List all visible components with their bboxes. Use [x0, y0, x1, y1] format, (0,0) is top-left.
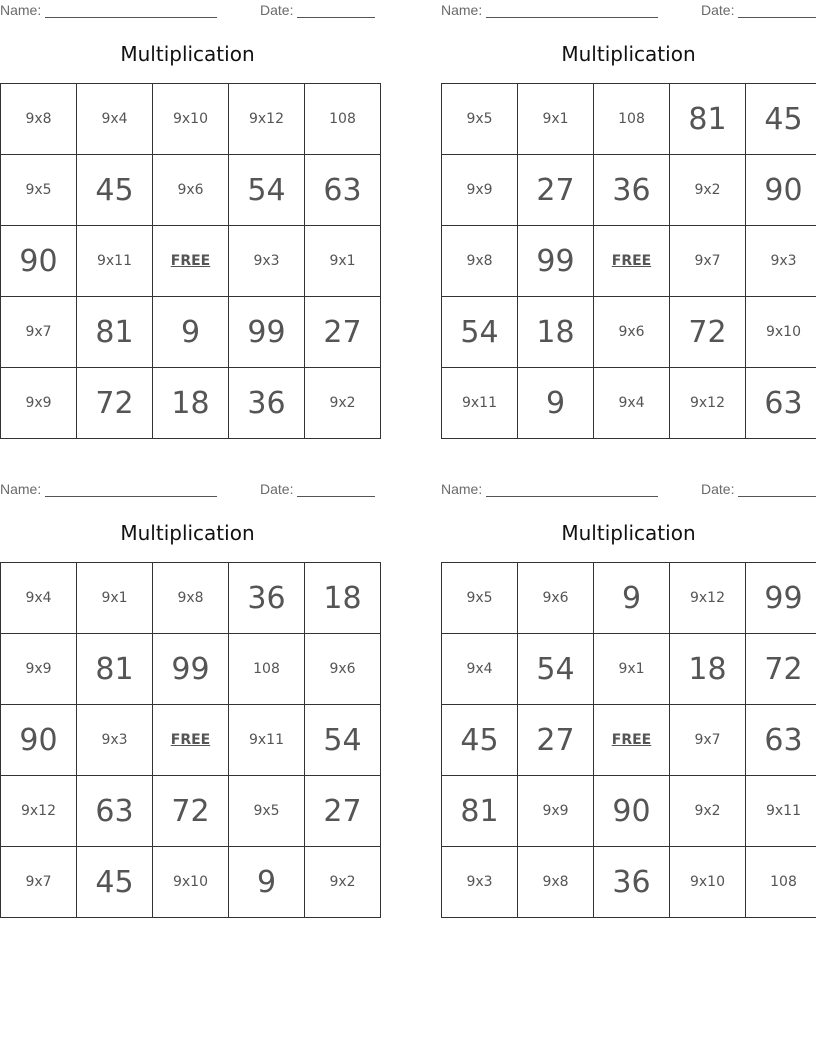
- answer-cell[interactable]: 27: [518, 155, 594, 226]
- problem-cell[interactable]: 9x9: [442, 155, 518, 226]
- answer-cell[interactable]: 36: [229, 368, 305, 439]
- problem-cell[interactable]: 9x2: [670, 155, 746, 226]
- name-field-line[interactable]: [45, 17, 217, 18]
- problem-cell[interactable]: 9x2: [305, 368, 381, 439]
- answer-cell[interactable]: 81: [670, 84, 746, 155]
- answer-cell[interactable]: 63: [746, 368, 816, 439]
- grid-row: [1, 84, 381, 155]
- answer-cell[interactable]: 99: [229, 297, 305, 368]
- answer-cell[interactable]: 54: [442, 297, 518, 368]
- answer-cell[interactable]: 99: [153, 634, 229, 705]
- problem-cell[interactable]: 9x12: [229, 84, 305, 155]
- date-label: Date:: [260, 2, 294, 18]
- answer-cell[interactable]: 54: [305, 705, 381, 776]
- grid-row: [442, 776, 816, 847]
- card-title: Multiplication: [120, 42, 255, 66]
- problem-cell[interactable]: 9x4: [77, 84, 153, 155]
- problem-cell[interactable]: 9x5: [1, 155, 77, 226]
- answer-cell[interactable]: 72: [77, 368, 153, 439]
- name-label: Name:: [441, 481, 483, 497]
- grid-row: [1, 705, 381, 776]
- problem-cell[interactable]: 9x11: [746, 776, 816, 847]
- answer-cell[interactable]: 99: [746, 563, 816, 634]
- answer-cell[interactable]: 108: [305, 84, 381, 155]
- answer-cell[interactable]: 9: [518, 368, 594, 439]
- problem-cell[interactable]: 9x9: [518, 776, 594, 847]
- answer-cell[interactable]: 108: [229, 634, 305, 705]
- answer-cell[interactable]: 45: [746, 84, 816, 155]
- grid-row: [1, 297, 381, 368]
- answer-cell[interactable]: 36: [229, 563, 305, 634]
- name-field-line[interactable]: [486, 496, 658, 497]
- answer-cell[interactable]: 108: [746, 847, 816, 918]
- answer-cell[interactable]: 36: [594, 847, 670, 918]
- problem-cell[interactable]: 9x12: [670, 368, 746, 439]
- answer-cell[interactable]: 9: [153, 297, 229, 368]
- grid-row: [442, 368, 816, 439]
- problem-cell[interactable]: 9x10: [670, 847, 746, 918]
- date-field-line[interactable]: [297, 17, 375, 18]
- problem-cell[interactable]: 9x2: [670, 776, 746, 847]
- problem-cell[interactable]: 9x10: [153, 84, 229, 155]
- bingo-grid: [0, 83, 381, 439]
- problem-cell[interactable]: 9x8: [518, 847, 594, 918]
- card-title: Multiplication: [120, 521, 255, 545]
- answer-cell[interactable]: 27: [305, 776, 381, 847]
- answer-cell[interactable]: 45: [442, 705, 518, 776]
- name-field-line[interactable]: [45, 496, 217, 497]
- grid-row: [1, 847, 381, 918]
- grid-row: [1, 563, 381, 634]
- card-header: [0, 481, 375, 497]
- problem-cell[interactable]: 9x8: [442, 226, 518, 297]
- problem-cell[interactable]: 9x6: [594, 297, 670, 368]
- answer-cell[interactable]: 18: [670, 634, 746, 705]
- answer-cell[interactable]: 90: [1, 705, 77, 776]
- grid-row: [442, 705, 816, 776]
- problem-cell[interactable]: 9x11: [77, 226, 153, 297]
- grid-row: [1, 368, 381, 439]
- answer-cell[interactable]: 108: [594, 84, 670, 155]
- problem-cell[interactable]: 9x4: [1, 563, 77, 634]
- card-header: [441, 481, 816, 497]
- date-label: Date:: [701, 481, 735, 497]
- problem-cell[interactable]: 9x5: [229, 776, 305, 847]
- bingo-grid: [441, 562, 816, 918]
- answer-cell[interactable]: 63: [746, 705, 816, 776]
- answer-cell[interactable]: 9: [229, 847, 305, 918]
- answer-cell[interactable]: 36: [594, 155, 670, 226]
- answer-cell[interactable]: 90: [746, 155, 816, 226]
- date-label: Date:: [260, 481, 294, 497]
- card-header: [441, 2, 816, 18]
- grid-row: [442, 297, 816, 368]
- bingo-grid: [0, 562, 381, 918]
- answer-cell[interactable]: 18: [305, 563, 381, 634]
- problem-cell[interactable]: 9x3: [746, 226, 816, 297]
- problem-cell[interactable]: 9x12: [1, 776, 77, 847]
- problem-cell[interactable]: 9x1: [77, 563, 153, 634]
- answer-cell[interactable]: 99: [518, 226, 594, 297]
- problem-cell[interactable]: 9x3: [77, 705, 153, 776]
- problem-cell[interactable]: 9x5: [442, 563, 518, 634]
- problem-cell[interactable]: 9x1: [305, 226, 381, 297]
- free-space-cell[interactable]: FREE: [594, 705, 670, 776]
- grid-row: [1, 634, 381, 705]
- free-space-cell[interactable]: FREE: [153, 226, 229, 297]
- problem-cell[interactable]: 9x7: [670, 705, 746, 776]
- free-space-cell[interactable]: FREE: [594, 226, 670, 297]
- answer-cell[interactable]: 81: [77, 634, 153, 705]
- problem-cell[interactable]: 9x11: [229, 705, 305, 776]
- name-label: Name:: [441, 2, 483, 18]
- answer-cell[interactable]: 27: [518, 705, 594, 776]
- problem-cell[interactable]: 9x3: [442, 847, 518, 918]
- date-field-line[interactable]: [738, 496, 816, 497]
- answer-cell[interactable]: 63: [305, 155, 381, 226]
- problem-cell[interactable]: 9x10: [153, 847, 229, 918]
- problem-cell[interactable]: 9x12: [670, 563, 746, 634]
- problem-cell[interactable]: 9x5: [442, 84, 518, 155]
- problem-cell[interactable]: 9x4: [594, 368, 670, 439]
- answer-cell[interactable]: 72: [153, 776, 229, 847]
- answer-cell[interactable]: 81: [442, 776, 518, 847]
- grid-row: [442, 563, 816, 634]
- problem-cell[interactable]: 9x4: [442, 634, 518, 705]
- free-space-cell[interactable]: FREE: [153, 705, 229, 776]
- bingo-card: [0, 479, 375, 913]
- answer-cell[interactable]: 45: [77, 847, 153, 918]
- date-label: Date:: [701, 2, 735, 18]
- card-title: Multiplication: [561, 521, 696, 545]
- problem-cell[interactable]: 9x2: [305, 847, 381, 918]
- problem-cell[interactable]: 9x7: [1, 297, 77, 368]
- problem-cell[interactable]: 9x7: [670, 226, 746, 297]
- answer-cell[interactable]: 45: [77, 155, 153, 226]
- problem-cell[interactable]: 9x9: [1, 634, 77, 705]
- card-title: Multiplication: [561, 42, 696, 66]
- grid-row: [442, 226, 816, 297]
- problem-cell[interactable]: 9x11: [442, 368, 518, 439]
- name-field-line[interactable]: [486, 17, 658, 18]
- problem-cell[interactable]: 9x8: [153, 563, 229, 634]
- answer-cell[interactable]: 81: [77, 297, 153, 368]
- problem-cell[interactable]: 9x10: [746, 297, 816, 368]
- problem-cell[interactable]: 9x7: [1, 847, 77, 918]
- bingo-grid: [441, 83, 816, 439]
- name-label: Name:: [0, 2, 42, 18]
- answer-cell[interactable]: 9: [594, 563, 670, 634]
- bingo-card: [441, 0, 816, 434]
- answer-cell[interactable]: 18: [153, 368, 229, 439]
- problem-cell[interactable]: 9x9: [1, 368, 77, 439]
- bingo-card: [441, 479, 816, 913]
- answer-cell[interactable]: 72: [746, 634, 816, 705]
- answer-cell[interactable]: 54: [229, 155, 305, 226]
- problem-cell[interactable]: 9x1: [518, 84, 594, 155]
- grid-row: [442, 84, 816, 155]
- grid-row: [1, 155, 381, 226]
- answer-cell[interactable]: 90: [594, 776, 670, 847]
- answer-cell[interactable]: 63: [77, 776, 153, 847]
- bingo-card: [0, 0, 375, 434]
- grid-row: [1, 226, 381, 297]
- problem-cell[interactable]: 9x8: [1, 84, 77, 155]
- problem-cell[interactable]: 9x6: [518, 563, 594, 634]
- card-header: [0, 2, 375, 18]
- problem-cell[interactable]: 9x6: [153, 155, 229, 226]
- problem-cell[interactable]: 9x3: [229, 226, 305, 297]
- problem-cell[interactable]: 9x1: [594, 634, 670, 705]
- grid-row: [442, 847, 816, 918]
- answer-cell[interactable]: 90: [1, 226, 77, 297]
- answer-cell[interactable]: 27: [305, 297, 381, 368]
- date-field-line[interactable]: [297, 496, 375, 497]
- grid-row: [1, 776, 381, 847]
- name-label: Name:: [0, 481, 42, 497]
- answer-cell[interactable]: 72: [670, 297, 746, 368]
- grid-row: [442, 634, 816, 705]
- date-field-line[interactable]: [738, 17, 816, 18]
- answer-cell[interactable]: 54: [518, 634, 594, 705]
- problem-cell[interactable]: 9x6: [305, 634, 381, 705]
- answer-cell[interactable]: 18: [518, 297, 594, 368]
- grid-row: [442, 155, 816, 226]
